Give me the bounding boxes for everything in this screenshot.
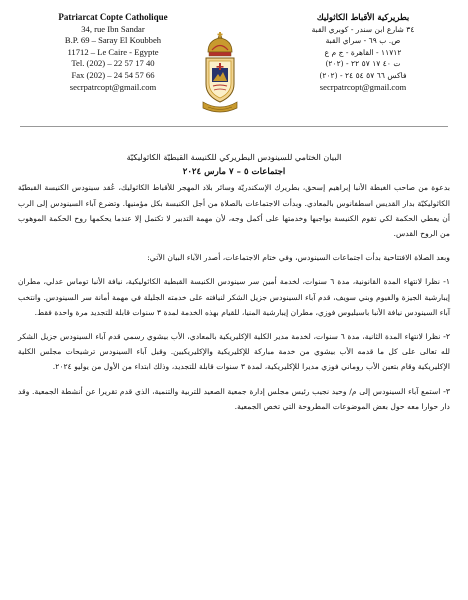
item-text: نظرا لانتهاء المدة القانونية، مدة ٦ سنوات، لخدمة أمين سر سينودس الكنيسة القبطية الكاثوليكية، نيافة الأنبا توماس عدلي، مطران إيبارشية الجيزة والفيوم وبني سويف، قدم آباء السينودس جزيل الشكر لنيافته على خدمته الجليلة في مهمة أمانة سر السينودس. وانتخب آباء السينودس نيافة الأنبا باسيليوس فوزي، مطران إيبارشية المنيا، للقيام بهذه الخدمة لمدة ٣ سنوات قابلة للتجديد مرة واحدة فقط.	[18, 277, 450, 317]
intro-paragraph: بدعوة من صاحب الغبطة الأنبا إبراهيم إسحق، بطريرك الإسكندريّة وسائر بلاد المهجر للأقباط الكاثوليك، عُقد سينودس الكنيسة القبطيّة الكاثوليكيّة بدار القديس اسطفانوس بالمعادي. وبدأت الاجتماعات بالصلاة من أجل الكنيسة بكل مؤمنيها. وتضرع آباء السينودس إلى الرب أن يعطي الحكمة لكي تقوم الكنيسة بواجبها وخدمتها على أكمل وجه، لأن مهمة التدبير لا تكتمل إلا عندما يحكمها روح الحكمة الموهوب من الروح القدس.	[18, 183, 450, 239]
patriarchate-name-ar: بطريركية الأقباط الكاثوليك	[316, 12, 410, 22]
item-number: ٢-	[443, 332, 450, 342]
address-line: ١١٧١٢ - القاهرة - ج م ع	[324, 47, 402, 57]
email-line[interactable]: secrpatrcopt@gmail.com	[319, 81, 407, 92]
statement-body	[18, 150, 450, 423]
emblem-graphic	[202, 32, 238, 116]
patriarchate-name-fr: Patriarcat Copte Catholique	[58, 12, 168, 22]
meeting-dates: اجتماعات ٥ – ٧ مارس ٢٠٢٤	[182, 167, 286, 178]
item-number: ١-	[443, 277, 451, 287]
lead-paragraph: وبعد الصلاة الافتتاحية بدأت اجتماعات السينودس، وفي ختام الاجتماعات، أصدر الآباء البيان الآتي:	[147, 253, 450, 263]
list-item	[18, 384, 450, 414]
fax-line: Fax (202) – 24 54 57 66	[71, 69, 155, 80]
address-line: ٣٤ شارع ابن سندر - كوبري القبة	[311, 24, 415, 34]
fax-line: فاكس ٦٦ ٥٧ ٥٤ ٢٤ - (٢٠٢)	[319, 70, 407, 80]
document-title: البيان الختامي للسينودس البطريركي للكنيسة القبطيّة الكاثوليكيّة	[126, 152, 342, 162]
item-text: نظرا لانتهاء المدة الثانية، مدة ٦ سنوات، لخدمة مدير الكلية الإكليريكية بالمعادي، الأب بيشوي رسمي قدم آباء السينودس جزيل الشكر لله تعالى على كل ما قدمه الأب بيشوي من خدمة مباركة للإكليريكية والإكليريكيين. وقبل آباء السينودس ترشيحات مجلس الكلية الإكليريكية وقام بتعين الأب روماني فوزي مديرا للإكليريكية، لمدة ٣ سنوات قابلة للتجديد، وذلك ابتداء من الأول من يوليو ٢٠٢٤.	[18, 332, 450, 372]
letterhead-french	[48, 12, 178, 93]
address-line: B.P. 69 – Saray El Koubbeh	[64, 35, 162, 46]
list-item	[18, 274, 450, 320]
item-number: ٣-	[443, 386, 450, 396]
patriarchate-emblem-icon	[202, 32, 238, 116]
email-line[interactable]: secrpatrcopt@gmail.com	[69, 81, 157, 92]
list-item	[18, 329, 450, 375]
header-divider	[20, 126, 448, 127]
letterhead-arabic	[298, 12, 428, 93]
phone-line: ت ٤٠ ١٧ ٥٧ ٢٢ - (٢٠٢)	[325, 59, 401, 69]
address-line: 11712 – Le Caire - Egypte	[67, 46, 159, 57]
item-text: استمع آباء السينودس إلى م/ وحيد نجيب رئيس مجلس إدارة جمعية الصعيد للتربية والتنمية، الذي قدم تقريرا عن أنشطة الجمعية. وقد دار حوارا معه حول بعض الموضوعات المطروحة التي تخص الجمعية.	[18, 386, 450, 411]
address-line: 34, rue Ibn Sandar	[81, 23, 145, 34]
address-line: ص. ب ٦٩ - سراي القبة	[325, 36, 401, 46]
phone-line: Tel. (202) – 22 57 17 40	[71, 58, 155, 69]
